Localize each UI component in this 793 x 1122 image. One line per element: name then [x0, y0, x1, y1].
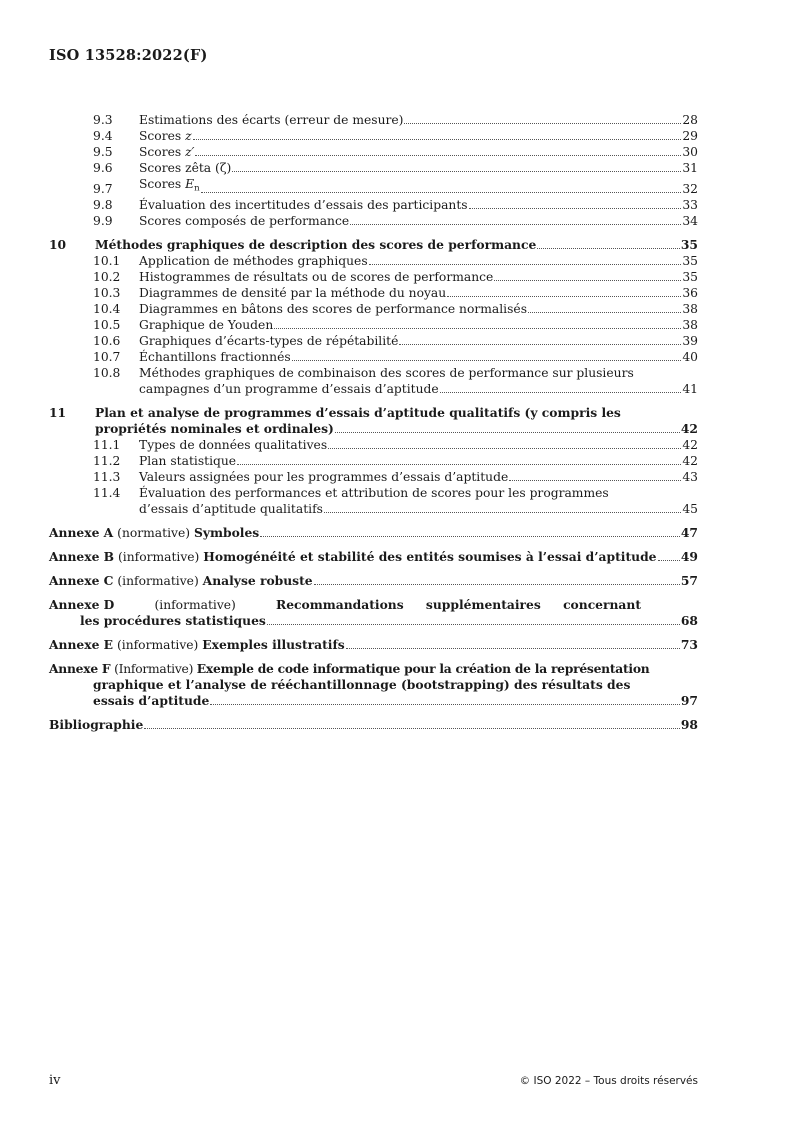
dot-leader: [193, 139, 682, 140]
toc-entry-9-3[interactable]: 9.3 Estimations des écarts (erreur de mesure) 28: [93, 113, 698, 127]
dot-leader: [267, 624, 680, 625]
dot-leader: [210, 704, 680, 705]
toc-entry-11[interactable]: 11 Plan et analyse de programmes d’essais d’aptitude qualitatifs (y compris les propriétés nominales et ordinales) 42: [49, 404, 698, 436]
copyright-notice: © ISO 2022 – Tous droits réservés: [519, 1075, 698, 1087]
dot-leader: [274, 328, 681, 329]
dot-leader: [447, 296, 681, 297]
table-of-contents: [49, 112, 698, 733]
toc-entry-11-2[interactable]: 11.2 Plan statistique 42: [93, 453, 698, 468]
dot-leader: [509, 480, 681, 481]
dot-leader: [232, 171, 681, 172]
dot-leader: [346, 648, 680, 649]
toc-entry-10-4[interactable]: 10.4 Diagrammes en bâtons des scores de performance normalisés 38: [93, 301, 698, 316]
dot-leader: [350, 224, 681, 225]
toc-entry-bibliography[interactable]: Bibliographie 98: [49, 716, 698, 732]
toc-entry-11-3[interactable]: 11.3 Valeurs assignées pour les programmes d’essais d’aptitude 43: [93, 469, 698, 484]
toc-entry-9-8[interactable]: 9.8 Évaluation des incertitudes d’essais des participants 33: [93, 197, 698, 212]
toc-entry-10-5[interactable]: 10.5 Graphique de Youden 38: [93, 317, 698, 332]
dot-leader: [369, 264, 682, 265]
toc-entry-10-2[interactable]: 10.2 Histogrammes de résultats ou de scores de performance 35: [93, 269, 698, 284]
toc-entry-11-1[interactable]: 11.1 Types de données qualitatives 42: [93, 437, 698, 452]
dot-leader: [144, 728, 680, 729]
toc-entry-10-1[interactable]: 10.1 Application de méthodes graphiques 35: [93, 253, 698, 268]
dot-leader: [494, 280, 681, 281]
dot-leader: [237, 464, 681, 465]
dot-leader: [195, 155, 681, 156]
toc-entry-9-9[interactable]: 9.9 Scores composés de performance 34: [93, 213, 698, 228]
toc-entry-10-6[interactable]: 10.6 Graphiques d’écarts-types de répétabilité 39: [93, 333, 698, 348]
dot-leader: [440, 392, 682, 393]
toc-entry-10-7[interactable]: 10.7 Échantillons fractionnés 40: [93, 349, 698, 364]
dot-leader: [469, 208, 682, 209]
toc-entry-annex-e[interactable]: Annexe E (informative) Exemples illustratifs 73: [49, 636, 698, 652]
toc-entry-9-6[interactable]: 9.6 Scores zêta (ζ) 31: [93, 161, 698, 175]
toc-entry-9-4[interactable]: 9.4 Scores z 29: [93, 129, 698, 143]
dot-leader: [528, 312, 681, 313]
toc-entry-annex-b[interactable]: Annexe B (informative) Homogénéité et stabilité des entités soumises à l’essai d’aptitude 49: [49, 548, 698, 564]
toc-entry-10[interactable]: 10 Méthodes graphiques de description des scores de performance 35: [49, 236, 698, 252]
document-header: ISO 13528:2022(F): [49, 47, 208, 64]
dot-leader: [324, 512, 681, 513]
toc-entry-10-3[interactable]: 10.3 Diagrammes de densité par la méthode du noyau 36: [93, 285, 698, 300]
dot-leader: [537, 248, 680, 249]
dot-leader: [404, 123, 681, 124]
toc-entry-11-4[interactable]: 11.4 Évaluation des performances et attribution de scores pour les programmes d’essais d’aptitude qualitatifs 45: [93, 485, 698, 516]
page-number: iv: [49, 1073, 61, 1088]
dot-leader: [314, 584, 680, 585]
toc-entry-annex-d[interactable]: Annexe D (informative) Recommandations supplémentaires concernant les procédures statistiques 68: [49, 596, 698, 628]
dot-leader: [658, 560, 680, 561]
dot-leader: [335, 432, 680, 433]
dot-leader: [328, 448, 681, 449]
toc-entry-annex-a[interactable]: Annexe A (normative) Symboles 47: [49, 524, 698, 540]
toc-entry-10-8[interactable]: 10.8 Méthodes graphiques de combinaison des scores de performance sur plusieurs campagnes d’un programme d’essais d’aptitude 41: [93, 365, 698, 396]
dot-leader: [292, 360, 682, 361]
toc-entry-annex-f[interactable]: Annexe F (Informative) Exemple de code informatique pour la création de la représentation graphique et l’analyse de rééchantillonnage (bootstrapping) des résultats des essais d’aptitude 97: [49, 660, 698, 708]
dot-leader: [260, 536, 680, 537]
dot-leader: [201, 192, 682, 193]
dot-leader: [399, 344, 681, 345]
toc-entry-9-5[interactable]: 9.5 Scores z′ 30: [93, 145, 698, 159]
toc-entry-annex-c[interactable]: Annexe C (informative) Analyse robuste 57: [49, 572, 698, 588]
toc-entry-9-7[interactable]: 9.7 Scores $E_n$ 32: [93, 177, 698, 196]
